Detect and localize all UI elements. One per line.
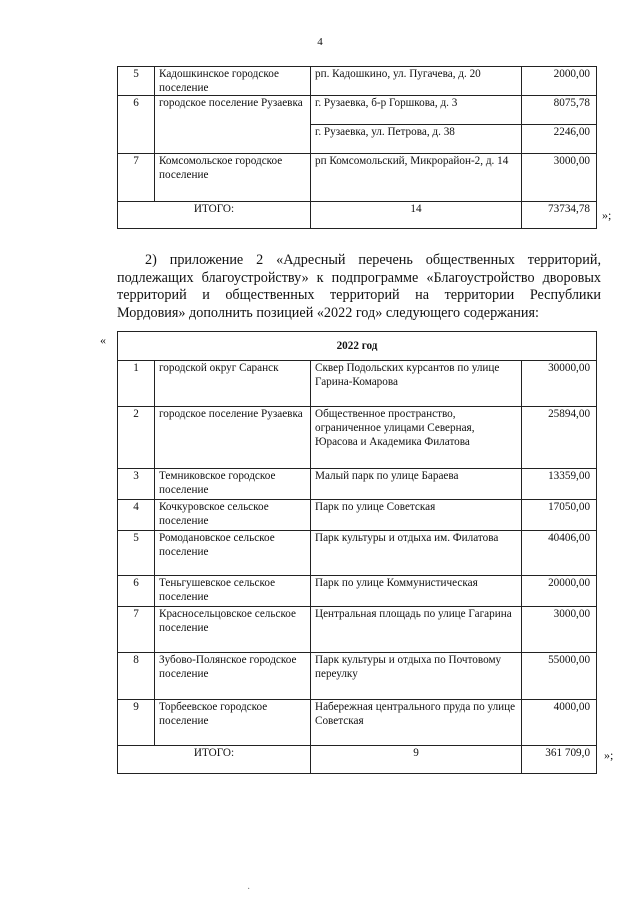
table-row <box>118 700 597 746</box>
object-cell: Парк культуры и отдыха им. Филатова <box>311 531 522 576</box>
municipality-cell: Темниковское городское поселение <box>155 469 311 500</box>
address-cell: г. Рузаевка, ул. Петрова, д. 38 <box>311 125 522 154</box>
amendment-paragraph: 2) приложение 2 «Адресный перечень общественных территорий, подлежащих благоустройству» к подпрограмме «Благоустройство дворовых территорий и общественных территорий на территории Республики Мордовия» дополнить позицией «2022 год» следующего содержания: <box>117 252 601 321</box>
table-row <box>118 576 597 607</box>
closing-quote-mark: »; <box>604 748 614 762</box>
table-row <box>118 607 597 653</box>
table-row <box>118 500 597 531</box>
object-cell: Парк культуры и отдыха по Почтовому переулку <box>311 653 522 700</box>
amount-cell: 25894,00 <box>522 407 597 469</box>
amount-cell: 2000,00 <box>522 67 597 96</box>
object-cell: Общественное пространство, ограниченное улицами Северная, Юрасова и Академика Филатова <box>311 407 522 469</box>
table-row <box>118 67 597 96</box>
municipality-cell: Красносельцовское сельское поселение <box>155 607 311 653</box>
municipality-cell: Кочкуровское сельское поселение <box>155 500 311 531</box>
row-number: 6 <box>118 576 155 607</box>
row-number: 7 <box>118 607 155 653</box>
row-number: 4 <box>118 500 155 531</box>
year-header-row <box>118 332 597 361</box>
total-amount: 361 709,0 <box>522 746 597 774</box>
table-row <box>118 469 597 500</box>
address-cell: рп. Кадошкино, ул. Пугачева, д. 20 <box>311 67 522 96</box>
row-number: 5 <box>118 67 155 96</box>
row-number: 9 <box>118 700 155 746</box>
object-cell: Парк по улице Советская <box>311 500 522 531</box>
municipality-cell: Торбеевское городское поселение <box>155 700 311 746</box>
total-label: ИТОГО: <box>118 746 311 774</box>
page-number: 4 <box>317 36 323 48</box>
amount-cell: 2246,00 <box>522 125 597 154</box>
territories-table-continued <box>117 66 597 229</box>
table-row <box>118 96 597 125</box>
table-row <box>118 653 597 700</box>
municipality-cell: Комсомольское городское поселение <box>155 154 311 202</box>
municipality-cell: Зубово-Полянское городское поселение <box>155 653 311 700</box>
municipality-cell: городской округ Саранск <box>155 361 311 407</box>
total-amount: 73734,78 <box>522 202 597 229</box>
total-row <box>118 202 597 229</box>
amount-cell: 3000,00 <box>522 154 597 202</box>
municipality-cell: Кадошкинское городское поселение <box>155 67 311 96</box>
year-header: 2022 год <box>118 332 597 361</box>
amount-cell: 20000,00 <box>522 576 597 607</box>
municipality-cell: Теньгушевское сельское поселение <box>155 576 311 607</box>
amount-cell: 55000,00 <box>522 653 597 700</box>
municipality-cell: городское поселение Рузаевка <box>155 96 311 154</box>
row-number: 8 <box>118 653 155 700</box>
amount-cell: 30000,00 <box>522 361 597 407</box>
total-label: ИТОГО: <box>118 202 311 229</box>
table-row <box>118 361 597 407</box>
total-count: 14 <box>311 202 522 229</box>
total-row <box>118 746 597 774</box>
table-row <box>118 154 597 202</box>
municipality-cell: Ромодановское сельское поселение <box>155 531 311 576</box>
row-number: 5 <box>118 531 155 576</box>
row-number: 2 <box>118 407 155 469</box>
object-cell: Набережная центрального пруда по улице Советская <box>311 700 522 746</box>
total-count: 9 <box>311 746 522 774</box>
amount-cell: 13359,00 <box>522 469 597 500</box>
object-cell: Центральная площадь по улице Гагарина <box>311 607 522 653</box>
amount-cell: 3000,00 <box>522 607 597 653</box>
object-cell: Парк по улице Коммунистическая <box>311 576 522 607</box>
address-cell: г. Рузаевка, б-р Горшкова, д. 3 <box>311 96 522 125</box>
amount-cell: 17050,00 <box>522 500 597 531</box>
address-cell: рп Комсомольский, Микрорайон-2, д. 14 <box>311 154 522 202</box>
territories-table-2022 <box>117 331 597 774</box>
table-row <box>118 407 597 469</box>
table-row <box>118 531 597 576</box>
row-number: 6 <box>118 96 155 154</box>
closing-quote-mark: »; <box>602 208 612 222</box>
scan-artifact-mark: · <box>247 884 251 895</box>
object-cell: Малый парк по улице Бараева <box>311 469 522 500</box>
amount-cell: 4000,00 <box>522 700 597 746</box>
amount-cell: 40406,00 <box>522 531 597 576</box>
row-number: 7 <box>118 154 155 202</box>
object-cell: Сквер Подольских курсантов по улице Гарина-Комарова <box>311 361 522 407</box>
amount-cell: 8075,78 <box>522 96 597 125</box>
row-number: 1 <box>118 361 155 407</box>
municipality-cell: городское поселение Рузаевка <box>155 407 311 469</box>
opening-quote-mark: « <box>100 333 106 347</box>
row-number: 3 <box>118 469 155 500</box>
